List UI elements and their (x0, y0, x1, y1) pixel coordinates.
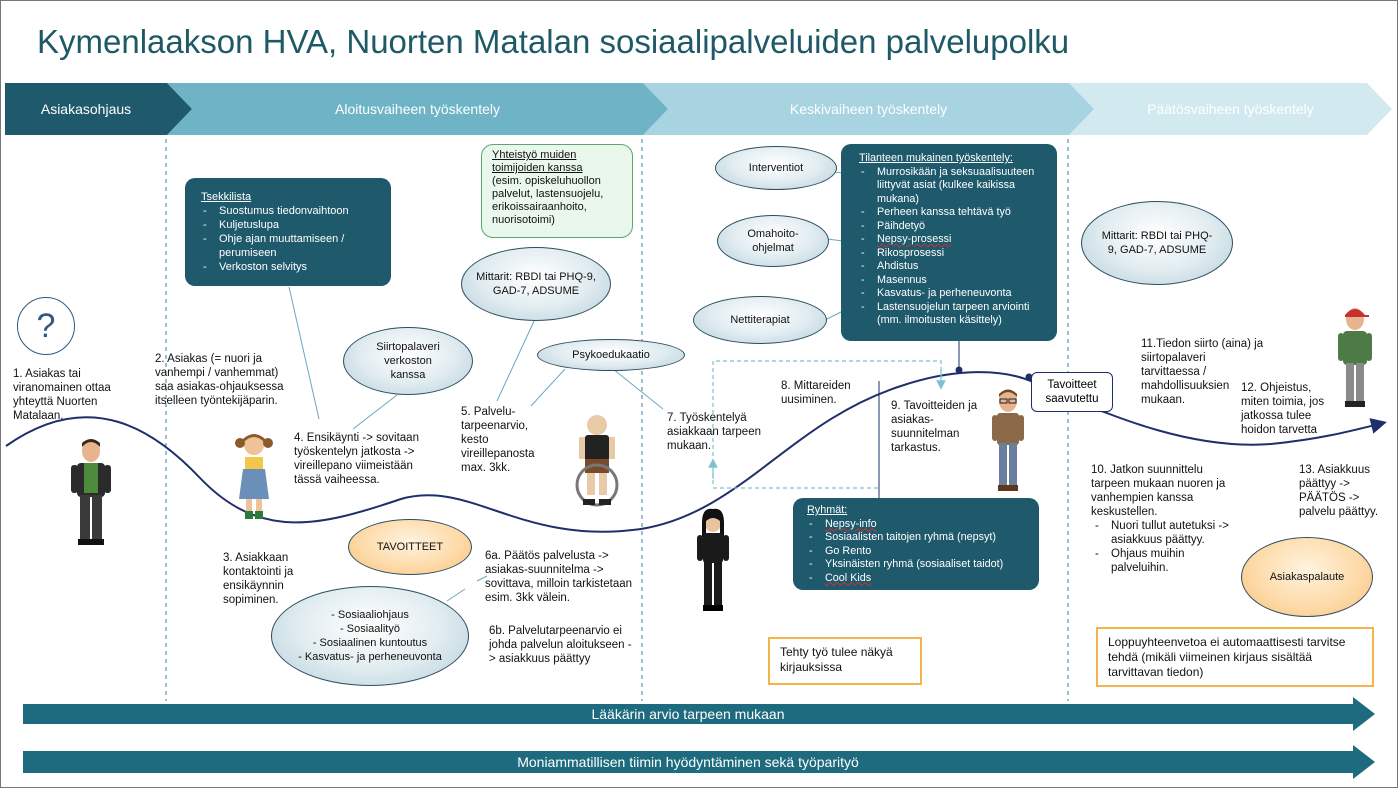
step-10-item: - Nuori tullut autetuksi -> asiakkuus päättyy. (1111, 519, 1241, 547)
goals-reached-box: Tavoitteet saavutettu (1031, 372, 1113, 412)
step-4: 4. Ensikäynti -> sovitaan työskentelyn jatkosta -> vireillepano viimeistään tässä vaiheessa. (294, 432, 419, 486)
team-work-label: Moniammatillisen tiimin hyödyntäminen sekä työparityö (517, 754, 859, 770)
documented-note: Tehty työ tulee näkyä kirjauksissa (768, 637, 922, 685)
group-item: - Go Rento (825, 545, 1027, 559)
person-cap-figure (1335, 303, 1375, 411)
checklist-item: - Kuljetuslupa (219, 218, 381, 232)
doctor-assessment-bar (23, 697, 1375, 731)
cooperation-body: (esim. opiskeluhuollon palvelut, lastensuojelu, erikoissairaanhoito, nuorisotoimi) (492, 175, 604, 226)
step-10-item: - Ohjaus muihin palveluihin. (1111, 547, 1241, 575)
person-girl-figure (233, 429, 275, 521)
situational-item: - Perheen kanssa tehtävä työ (877, 206, 1043, 220)
checklist-item: - Suostumus tiedonvaihtoon (219, 204, 381, 218)
step-7: 7. Työskentelyä asiakkaan tarpeen mukaan. (667, 412, 761, 452)
online-therapy-ellipse: Nettiterapiat (693, 296, 827, 344)
callout-line (531, 369, 565, 406)
group-item: - Cool Kids (825, 572, 1027, 586)
situational-work-box (841, 144, 1057, 341)
situational-heading: Tilanteen mukainen työskentely: (859, 152, 1013, 164)
situational-item: - Päihdetyö (877, 220, 1043, 234)
step-11: 11.Tiedon siirto (aina) ja siirtopalaveri tarvittaessa / mahdollisuuksien mukaan. (1141, 338, 1264, 406)
situational-item: - Nepsy-prosessi (877, 233, 1043, 247)
step-2: 2. Asiakas (= nuori ja vanhempi / vanhemmat) saa asiakas-ohjauksessa itselleen työntekijäparin. (155, 353, 284, 407)
service-item: - Sosiaaliohjaus (331, 609, 409, 621)
metrics-ellipse-start: Mittarit: RBDI tai PHQ-9, GAD-7, ADSUME (461, 247, 611, 321)
summary-note: Loppuyhteenvetoa ei automaattisesti tarvitse tehdä (mikäli viimeinen kirjaus sisältää tarvittavan tiedon) (1096, 627, 1374, 687)
callout-line (353, 395, 397, 429)
phase-label-4: Päätösvaiheen työskentely (1147, 101, 1314, 117)
page-title: Kymenlaakson HVA, Nuorten Matalan sosiaalipalveluiden palvelupolku (37, 23, 1070, 60)
checklist-item: - Ohje ajan muuttamiseen / perumiseen (219, 232, 381, 260)
checklist-heading: Tsekkilista (201, 191, 252, 203)
step-5: 5. Palvelu-tarpeenarvio, kesto vireillepanosta max. 3kk. (461, 406, 535, 474)
person-wheelchair-figure (571, 413, 623, 509)
checklist-item: - Verkoston selvitys (219, 260, 381, 274)
callout-line (497, 319, 535, 401)
interventions-ellipse: Interventiot (715, 146, 837, 190)
person-woman-figure (693, 507, 733, 613)
step-13: 13. Asiakkuus päättyy -> PÄÄTÖS -> palvelu päättyy. (1299, 464, 1379, 518)
step-10-text: 10. Jatkon suunnittelu tarpeen mukaan nuoren ja vanhempien kanssa keskustellen. (1091, 464, 1226, 518)
step-8: 8. Mittareiden uusiminen. (781, 380, 851, 406)
phase-label-1: Asiakasohjaus (40, 101, 132, 117)
group-item: - Yksinäisten ryhmä (sosiaaliset taidot) (825, 558, 1027, 572)
step-9: 9. Tavoitteiden ja asiakas-suunnitelman tarkastus. (891, 400, 978, 454)
step-6b: 6b. Palvelutarpeenarvio ei johda palvelun aloitukseen -> asiakkuus päättyy (489, 625, 632, 665)
doctor-assessment-label: Lääkärin arvio tarpeen mukaan (591, 706, 785, 722)
step-10 (1091, 463, 1241, 575)
psychoeducation-ellipse: Psykoedukaatio (537, 339, 685, 371)
step-6a: 6a. Päätös palvelusta -> asiakas-suunnitelma -> sovittava, milloin tarkistetaan esim. 3kk välein. (485, 550, 633, 604)
goals-ellipse: TAVOITTEET (348, 519, 472, 575)
phase-label-3: Keskivaiheen työskentely (789, 101, 948, 117)
team-work-bar (23, 745, 1375, 779)
cooperation-box (481, 144, 633, 238)
groups-box (793, 498, 1039, 590)
situational-item: - Masennus (877, 274, 1043, 288)
situational-item: - Kasvatus- ja perheneuvonta (877, 287, 1043, 301)
groups-heading: Ryhmät: (807, 504, 848, 516)
step-3 (223, 551, 303, 607)
customer-feedback-ellipse: Asiakaspalaute (1241, 537, 1373, 617)
situational-item: - Rikosprosessi (877, 247, 1043, 261)
self-care-programs-ellipse: Omahoito-ohjelmat (717, 215, 829, 267)
person-glasses-figure (989, 387, 1027, 493)
phase-label-2: Aloitusvaiheen työskentely (335, 101, 500, 117)
person-man-figure (65, 437, 117, 547)
step-1: 1. Asiakas tai viranomainen ottaa yhteyttä Nuorten Matalaan. (13, 368, 111, 422)
service-item: - Sosiaalityö (340, 623, 400, 635)
step-12: 12. Ohjeistus, miten toimia, jos jatkossa tulee hoidon tarvetta (1241, 382, 1325, 436)
question-icon: ? (17, 297, 75, 355)
checklist-box (185, 178, 391, 286)
group-item: - Sosiaalisten taitojen ryhmä (nepsyt) (825, 531, 1027, 545)
group-item: - Nepsy-info (825, 518, 1027, 532)
service-item: - Sosiaalinen kuntoutus (312, 637, 428, 649)
callout-line (613, 369, 663, 409)
metrics-ellipse-end: Mittarit: RBDI tai PHQ-9, GAD-7, ADSUME (1081, 201, 1233, 285)
situational-item: - Murrosikään ja seksuaalisuuteen liittyvät asiat (kulkee kaikissa mukana) (877, 166, 1043, 207)
service-item: - Kasvatus- ja perheneuvonta (298, 651, 442, 663)
cooperation-heading: Yhteistyö muiden toimijoiden kanssa (492, 149, 583, 174)
situational-item: - Ahdistus (877, 260, 1043, 274)
transfer-meeting-ellipse: Siirtopalaveri verkoston kanssa (343, 327, 473, 395)
situational-item: - Lastensuojelun tarpeen arviointi (mm. ilmoitusten käsittely) (877, 301, 1043, 328)
callout-line (447, 589, 465, 601)
step-3-text: 3. Asiakkaan kontaktointi ja ensikäynnin sopiminen. (223, 552, 294, 606)
